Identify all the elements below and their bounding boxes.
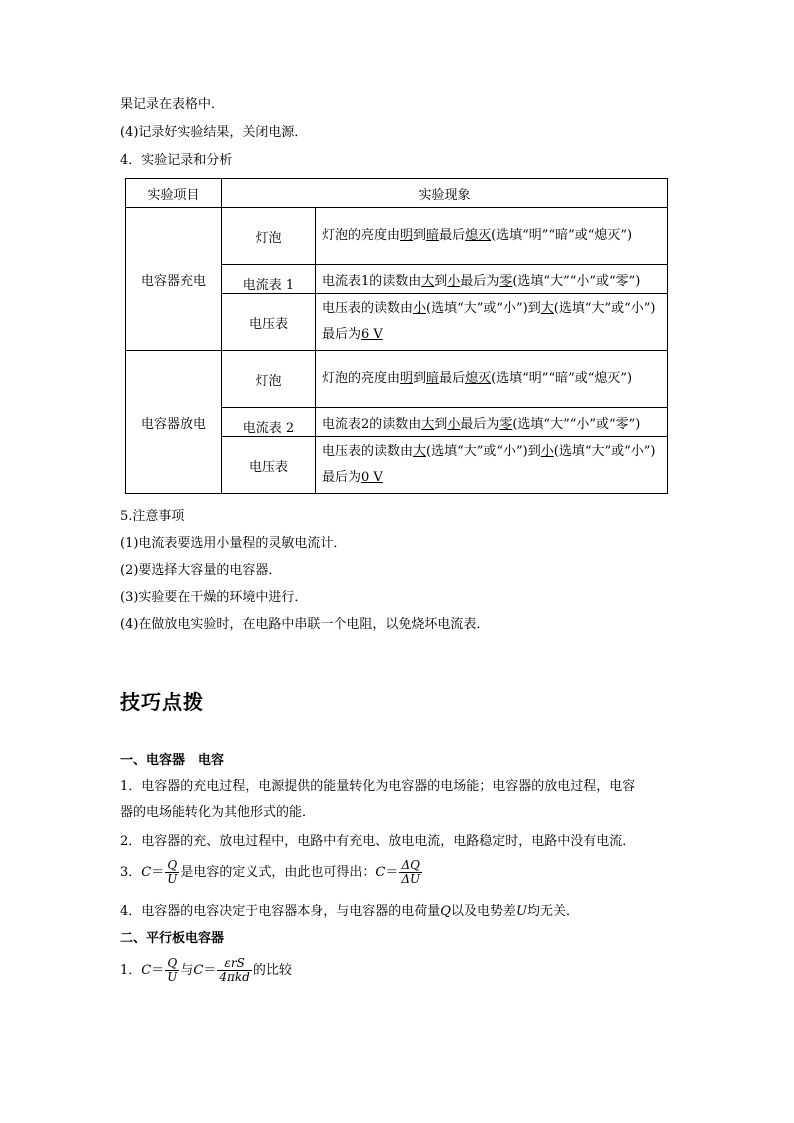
discharge-ammeter-text: 电流表2的读数由大到小最后为零(选填“大”“小”或“零”)	[316, 408, 668, 437]
experiment-table	[125, 178, 668, 494]
tips-subheading-2: 二、平行板电容器	[120, 931, 225, 946]
section-4-title: 4．实验记录和分析	[120, 153, 233, 168]
intro-line-2: (4)记录好实验结果，关闭电源．	[120, 125, 308, 140]
discharge-voltmeter-text: 电压表的读数由大(选填“大”或“小”)到小(选填“大”或“小”)最后为0 V	[316, 437, 668, 494]
charge-bulb-text: 灯泡的亮度由明到暗最后熄灭(选填“明”“暗”或“熄灭”)	[316, 208, 668, 265]
charge-voltmeter-text: 电压表的读数由小(选填“大”或“小”)到大(选填“大”或“小”)最后为6 V	[316, 294, 668, 351]
discharge-bulb-item: 灯泡	[222, 351, 316, 408]
note-4: (4)在做放电实验时，在电路中串联一个电阻，以免烧坏电流表．	[120, 617, 490, 632]
tips-paragraph-1b: 器的电场能转化为其他形式的能．	[120, 805, 316, 820]
note-1: (1)电流表要选用小量程的灵敏电流计．	[120, 536, 347, 551]
fraction-q-over-u: $\frac{Q}{U}$	[167, 858, 178, 886]
fraction-dq-over-du: $\frac{\Delta Q}{\Delta U}$	[401, 858, 421, 886]
note-3: (3)实验要在干燥的环境中进行．	[120, 590, 308, 605]
header-item: 实验项目	[126, 179, 222, 208]
tips-paragraph-1a: 1．电容器的充电过程，电源提供的能量转化为电容器的电场能；电容器的放电过程，电容	[120, 779, 636, 794]
charge-ammeter-text: 电流表1的读数由大到小最后为零(选填“大”“小”或“零”)	[316, 265, 668, 294]
tips-paragraph-3: 3．C＝ $\frac{Q}{U}$ 是电容的定义式，由此也可得出：C＝ $\frac{\Delta Q}{\Delta U}$	[120, 858, 421, 886]
charge-ammeter-item: 电流表 1	[222, 265, 316, 294]
table-row	[126, 208, 668, 265]
table-row	[126, 351, 668, 408]
charge-label: 电容器充电	[126, 208, 222, 351]
tips-paragraph-4: 4．电容器的电容决定于电容器本身，与电容器的电荷量Q以及电势差U均无关．	[120, 904, 579, 919]
tips-paragraph-2: 2．电容器的充、放电过程中，电路中有充电、放电电流，电路稳定时，电路中没有电流．	[120, 834, 636, 849]
discharge-bulb-text: 灯泡的亮度由明到暗最后熄灭(选填“明”“暗”或“熄灭”)	[316, 351, 668, 408]
charge-bulb-item: 灯泡	[222, 208, 316, 265]
header-phenomenon: 实验现象	[222, 179, 668, 208]
intro-line-1: 果记录在表格中．	[120, 97, 225, 112]
fraction-es-over-4pikd: $\frac{\text{εrS}}{\text{4πkd}}$	[219, 956, 250, 984]
discharge-label: 电容器放电	[126, 351, 222, 494]
tips-heading: 技巧点拨	[120, 690, 204, 714]
notes-title: 5.注意事项	[120, 509, 185, 524]
note-2: (2)要选择大容量的电容器．	[120, 563, 282, 578]
discharge-voltmeter-item: 电压表	[222, 437, 316, 494]
tips-paragraph-5: 1．C＝ $\frac{Q}{U}$ 与C＝ $\frac{\text{εrS}}{\text{4πkd}}$ 的比较	[120, 956, 292, 984]
discharge-ammeter-item: 电流表 2	[222, 408, 316, 437]
table-header-row	[126, 179, 668, 208]
tips-subheading-1: 一、电容器 电容	[120, 753, 225, 768]
charge-voltmeter-item: 电压表	[222, 294, 316, 351]
fraction-q-over-u-2: $\frac{Q}{U}$	[167, 956, 178, 984]
